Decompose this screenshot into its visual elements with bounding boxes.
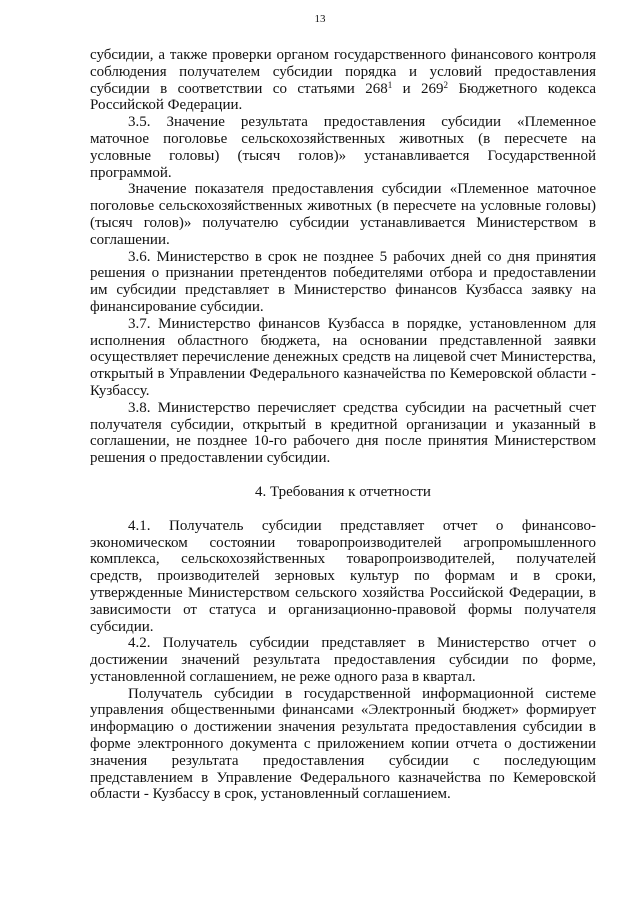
paragraph-4-1: 4.1. Получатель субсидии представляет отчет о финансово-экономическом состоянии товаропроизводителей агропромышленного комплекса, сельскохозяйственных товаропроизводителей, получателей средств, производителей зерновых культур по формам и в сроки, утвержденные Министерством сельского хозяйства Российской Федерации, в зависимости от статуса и организационно-правовой формы получателя субсидии. bbox=[90, 517, 596, 635]
footnote-sup-1: 1 bbox=[387, 79, 393, 90]
page-number: 13 bbox=[314, 13, 326, 25]
paragraph-3-8: 3.8. Министерство перечисляет средства субсидии на расчетный счет получателя субсидии, открытый в кредитной организации и указанный в соглашении, не позднее 10-го рабочего дня после принятия Министерством решения о предоставлении субсидии. bbox=[90, 399, 596, 467]
paragraph-4-2: 4.2. Получатель субсидии представляет в Министерство отчет о достижении значений результата предоставления субсидии по форме, установленной соглашением, не реже одного раза в квартал. bbox=[90, 635, 596, 685]
intro-text-middle: и 269 bbox=[392, 80, 444, 97]
paragraph-3-5: 3.5. Значение результата предоставления субсидии «Племенное маточное поголовье сельскохозяйственных животных (в пересчете на условные головы) (тысяч голов)» устанавливается Государственной программой. bbox=[90, 114, 596, 181]
paragraph-3-6: 3.6. Министерство в срок не позднее 5 рабочих дней со дня принятия решения о признании претендентов победителями отбора и предоставлении им субсидии представляет в Министерство финансов Кузбасса заявку на финансирование субсидии. bbox=[90, 248, 596, 315]
section-4-heading: 4. Требования к отчетности bbox=[255, 483, 431, 500]
footnote-sup-2: 2 bbox=[443, 79, 449, 90]
document-body bbox=[90, 47, 596, 803]
paragraph-indicator-value: Значение показателя предоставления субсидии «Племенное маточное поголовье сельскохозяйственных животных (в пересчете на условные головы) (тысяч голов)» получателю субсидии устанавливается Министерством в соглашении. bbox=[90, 181, 596, 248]
intro-text-after: Бюджетного кодекса Российской Федерации. bbox=[90, 80, 597, 114]
intro-paragraph bbox=[90, 47, 596, 114]
intro-text-before: субсидии, а также проверки органом государственного финансового контроля соблюдения получателем субсидии порядка и условий предоставления субсидии в соответствии со статьями 268 bbox=[90, 47, 596, 97]
paragraph-electronic-budget: Получатель субсидии в государственной информационной системе управления общественными финансами «Электронный бюджет» формирует информацию о достижении значения результата предоставления субсидии в форме электронного документа с приложением копии отчета о достижении значения результата предоставления субсидии с последующим представлением в Управление Федерального казначейства по Кемеровской области - Кузбассу в срок, установленный соглашением. bbox=[90, 685, 596, 803]
paragraph-3-7: 3.7. Министерство финансов Кузбасса в порядке, установленном для исполнения областного бюджета, на основании представленной заявки осуществляет перечисление денежных средств на лицевой счет Министерства, открытый в Управлении Федерального казначейства по Кемеровской области - Кузбассу. bbox=[90, 315, 596, 399]
